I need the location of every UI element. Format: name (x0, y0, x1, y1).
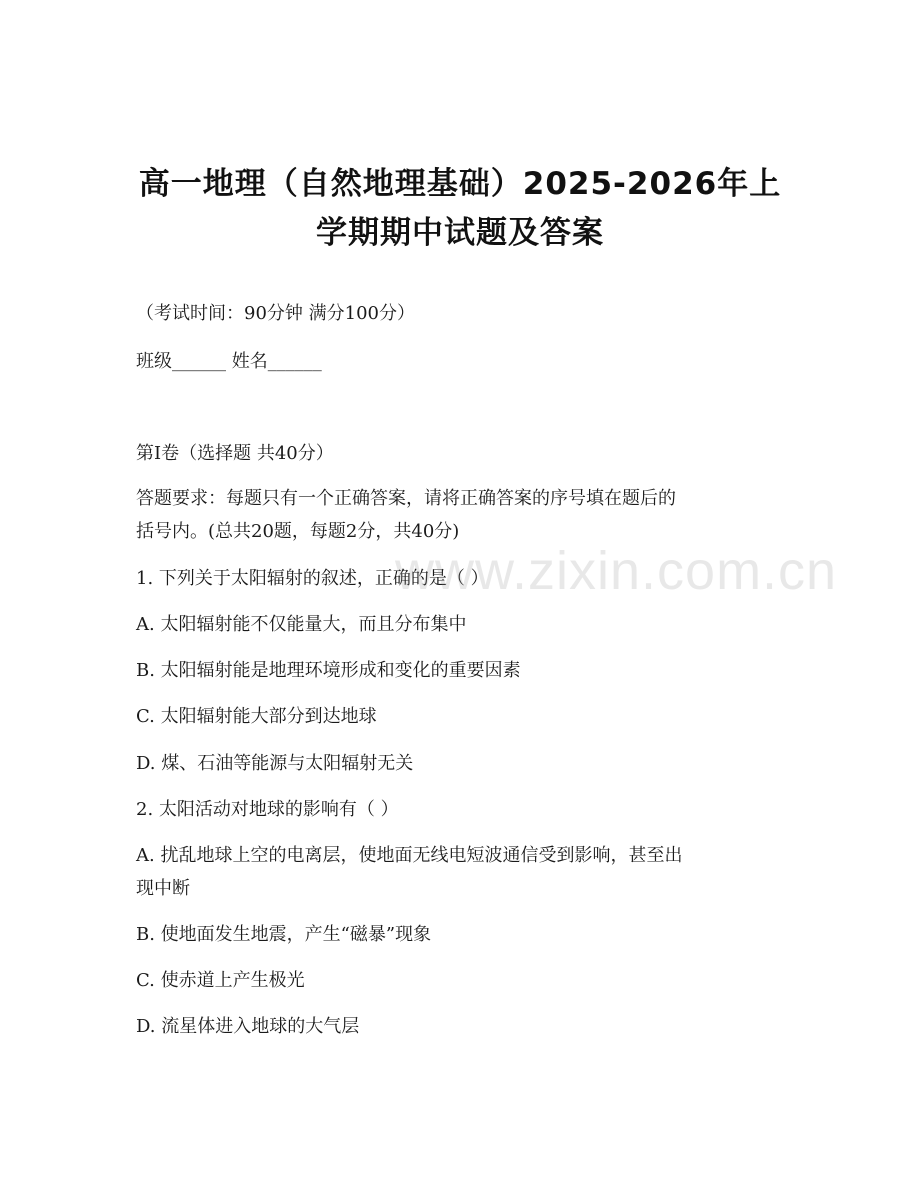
question-2-option-a-line-1: A. 扰乱地球上空的电离层，使地面无线电短波通信受到影响，甚至出 (136, 845, 683, 866)
class-name-fields: 班级______ 姓名______ (136, 351, 322, 372)
question-2-option-a-line-2: 现中断 (136, 878, 190, 899)
question-2-stem: 2. 太阳活动对地球的影响有（ ） (136, 799, 399, 820)
question-2-option-b: B. 使地面发生地震，产生“磁暴”现象 (136, 924, 432, 945)
exam-info: （考试时间：90分钟 满分100分） (136, 303, 415, 324)
question-2-option-d: D. 流星体进入地球的大气层 (136, 1016, 360, 1037)
section-heading: 第Ⅰ卷（选择题 共40分） (136, 443, 334, 464)
question-2-option-c: C. 使赤道上产生极光 (136, 970, 305, 991)
instructions-line-2: 括号内。(总共20题，每题2分，共40分) (136, 521, 460, 542)
watermark: www.zixin.com.cn (395, 541, 838, 601)
title-line-1: 高一地理（自然地理基础）2025-2026年上 (138, 166, 782, 202)
question-1-option-d: D. 煤、石油等能源与太阳辐射无关 (136, 753, 414, 774)
question-1-option-c: C. 太阳辐射能大部分到达地球 (136, 706, 377, 727)
instructions-line-1: 答题要求：每题只有一个正确答案，请将正确答案的序号填在题后的 (136, 488, 676, 509)
question-1-option-b: B. 太阳辐射能是地理环境形成和变化的重要因素 (136, 660, 521, 681)
question-1-option-a: A. 太阳辐射能不仅能量大，而且分布集中 (136, 614, 467, 635)
question-1-stem: 1. 下列关于太阳辐射的叙述，正确的是（ ） (136, 568, 489, 589)
title-line-2: 学期期中试题及答案 (316, 215, 604, 251)
